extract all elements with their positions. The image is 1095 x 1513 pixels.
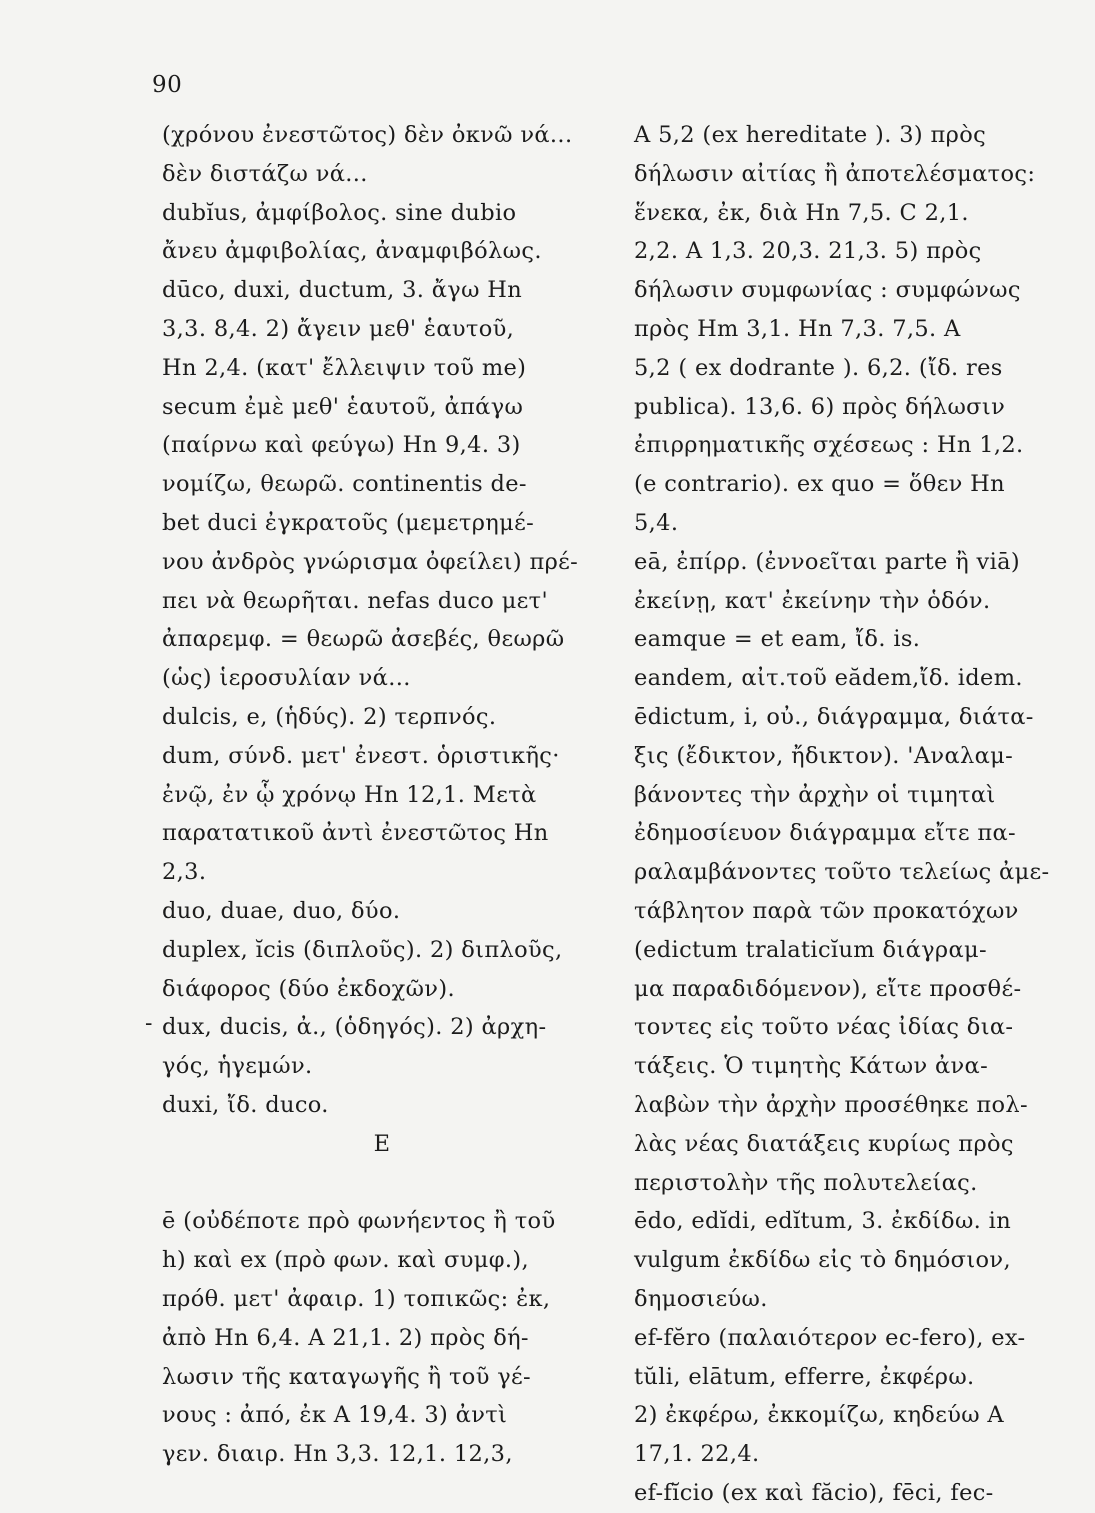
text-line: Hn 2,4. (κατ' ἔλλειψιν τοῦ me) — [162, 354, 527, 381]
text-line: ἐπιρρηματικῆς σχέσεως : Hn 1,2. — [634, 432, 1024, 459]
text-line: tŭli, elātum, efferre, ἐκφέρω. — [634, 1363, 975, 1390]
text-line: 5,4. — [634, 509, 679, 536]
text-line: ἄνευ ἀμφιβολίας, ἀναμφιβόλως. — [162, 238, 542, 265]
text-line: τάξεις. Ὁ τιμητὴς Κάτων ἀνα- — [634, 1053, 989, 1080]
text-line: dum, σύνδ. μετ' ἐνεστ. ὁριστικῆς· — [162, 742, 560, 769]
text-line: δήλωσιν αἰτίας ἢ ἀποτελέσματος: — [634, 160, 1036, 187]
text-line: duplex, ĭcis (διπλοῦς). 2) διπλοῦς, — [162, 936, 563, 963]
text-line: παρατατικοῦ ἀντὶ ἐνεστῶτος Hn — [162, 820, 549, 847]
text-line: 2) ἐκφέρω, ἐκκομίζω, κηδεύω A — [634, 1402, 1005, 1429]
text-line: ἀπαρεμφ. = θεωρῶ ἀσεβές, θεωρῶ — [162, 626, 565, 653]
text-line: dūco, duxi, ductum, 3. ἄγω Hn — [162, 277, 523, 304]
text-line: λαβὼν τὴν ἀρχὴν προσέθηκε πολ- — [634, 1091, 1028, 1118]
left-column — [162, 116, 602, 1474]
text-line: ἐδημοσίευον διάγραμμα εἴτε πα- — [634, 820, 1017, 847]
spacer — [162, 1164, 602, 1203]
text-line: ēdo, edĭdi, edĭtum, 3. ἐκδίδω. in — [634, 1208, 1012, 1235]
text-line: eā, ἐπίρρ. (ἐννοεῖται parte ἢ viā) — [634, 548, 1021, 575]
text-line: secum ἐμὲ μεθ' ἑαυτοῦ, ἀπάγω — [162, 393, 524, 420]
text-line: ef-fĭcio (ex καὶ făcio), fēci, fec- — [634, 1479, 994, 1506]
text-line: ef-fĕro (παλαιότερον ec-fero), ex- — [634, 1324, 1026, 1351]
text-line: dubĭus, ἀμφίβολος. sine dubio — [162, 199, 517, 226]
text-line: 2,3. — [162, 859, 207, 886]
text-line: γεν. διαιρ. Hn 3,3. 12,1. 12,3, — [162, 1441, 513, 1468]
margin-mark: - — [145, 1011, 153, 1036]
text-line: (e contrario). ex quo = ὅθεν Hn — [634, 471, 1005, 498]
text-line: ξις (ἔδικτον, ἤδικτον). 'Αναλαμ- — [634, 742, 1014, 769]
text-line: dux, ducis, ἀ., (ὁδηγός). 2) ἀρχη- — [162, 1014, 547, 1041]
text-line: eamque = et eam, ἴδ. is. — [634, 626, 921, 653]
text-line: δὲν διστάζω νά... — [162, 160, 368, 187]
text-line: vulgum ἐκδίδω εἰς τὸ δημόσιον, — [634, 1247, 1011, 1274]
text-line: ἐνῷ, ἐν ᾧ χρόνῳ Hn 12,1. Μετὰ — [162, 781, 537, 808]
section-letter: E — [373, 1130, 391, 1157]
text-line: (ὡς) ἱεροσυλίαν νά... — [162, 665, 411, 692]
text-line: ραλαμβάνοντες τοῦτο τελείως ἀμε- — [634, 859, 1050, 886]
text-line: νους : ἀπό, ἐκ A 19,4. 3) ἀντὶ — [162, 1402, 508, 1429]
text-line: πρόθ. μετ' ἀφαιρ. 1) τοπικῶς: ἐκ, — [162, 1285, 551, 1312]
text-line: 3,3. 8,4. 2) ἄγειν μεθ' ἑαυτοῦ, — [162, 315, 515, 342]
text-line: βάνοντες τὴν ἀρχὴν οἱ τιμηταὶ — [634, 781, 996, 808]
text-line: bet duci ἐγκρατοῦς (μεμετρημέ- — [162, 509, 535, 536]
page-number: 90 — [152, 72, 183, 98]
text-line: (παίρνω καὶ φεύγω) Hn 9,4. 3) — [162, 432, 521, 459]
text-line: ἐκείνῃ, κατ' ἐκείνην τὴν ὁδόν. — [634, 587, 991, 614]
text-line: μα παραδιδόμενον), εἴτε προσθέ- — [634, 975, 1022, 1002]
text-line: λωσιν τῆς καταγωγῆς ἢ τοῦ γέ- — [162, 1363, 531, 1390]
text-line: νου ἀνδρὸς γνώρισμα ὀφείλει) πρέ- — [162, 548, 579, 575]
text-line: 2,2. A 1,3. 20,3. 21,3. 5) πρὸς — [634, 238, 982, 265]
text-line: (χρόνου ἐνεστῶτος) δὲν ὀκνῶ νά... — [162, 122, 573, 148]
text-line: (edictum tralaticĭum διάγραμ- — [634, 936, 987, 963]
text-line: δήλωσιν συμφωνίας : συμφώνως — [634, 277, 1021, 304]
text-line: ēdictum, i, οὐ., διάγραμμα, διάτα- — [634, 703, 1034, 730]
text-line: duo, duae, duo, δύο. — [162, 897, 401, 924]
text-line: ἀπὸ Hn 6,4. A 21,1. 2) πρὸς δή- — [162, 1324, 529, 1351]
text-line: ἕνεκα, ἐκ, διὰ Hn 7,5. C 2,1. — [634, 199, 969, 226]
text-line: γός, ἡγεμών. — [162, 1053, 313, 1080]
text-line: 5,2 ( ex dodrante ). 6,2. (ἴδ. res — [634, 354, 1003, 381]
text-line: ē (οὐδέποτε πρὸ φωνήεντος ἢ τοῦ — [162, 1208, 556, 1235]
text-line: περιστολὴν τῆς πολυτελείας. — [634, 1169, 978, 1196]
text-line: duxi, ἴδ. duco. — [162, 1091, 329, 1118]
text-line: διάφορος (δύο ἐκδοχῶν). — [162, 975, 455, 1002]
text-line: δημοσιεύω. — [634, 1285, 768, 1312]
text-line: τοντες εἰς τοῦτο νέας ἰδίας δια- — [634, 1014, 1014, 1041]
text-line: eandem, αἰτ.τοῦ eădem,ἴδ. idem. — [634, 665, 1023, 692]
text-line: dulcis, e, (ἡδύς). 2) τερπνός. — [162, 703, 497, 730]
text-line: λὰς νέας διατάξεις κυρίως πρὸς — [634, 1130, 1014, 1157]
text-line: τάβλητον παρὰ τῶν προκατόχων — [634, 897, 1019, 924]
text-line: h) καὶ ex (πρὸ φων. καὶ συμφ.), — [162, 1247, 529, 1274]
right-column — [634, 116, 1064, 1513]
text-line: πρὸς Hm 3,1. Hn 7,3. 7,5. A — [634, 315, 961, 342]
text-line: A 5,2 (ex hereditate ). 3) πρὸς — [634, 122, 987, 148]
text-line: 17,1. 22,4. — [634, 1441, 760, 1468]
text-line: publica). 13,6. 6) πρὸς δήλωσιν — [634, 393, 1006, 420]
text-line: πει νὰ θεωρῆται. nefas duco μετ' — [162, 587, 549, 614]
text-line: νομίζω, θεωρῶ. continentis de- — [162, 471, 527, 498]
